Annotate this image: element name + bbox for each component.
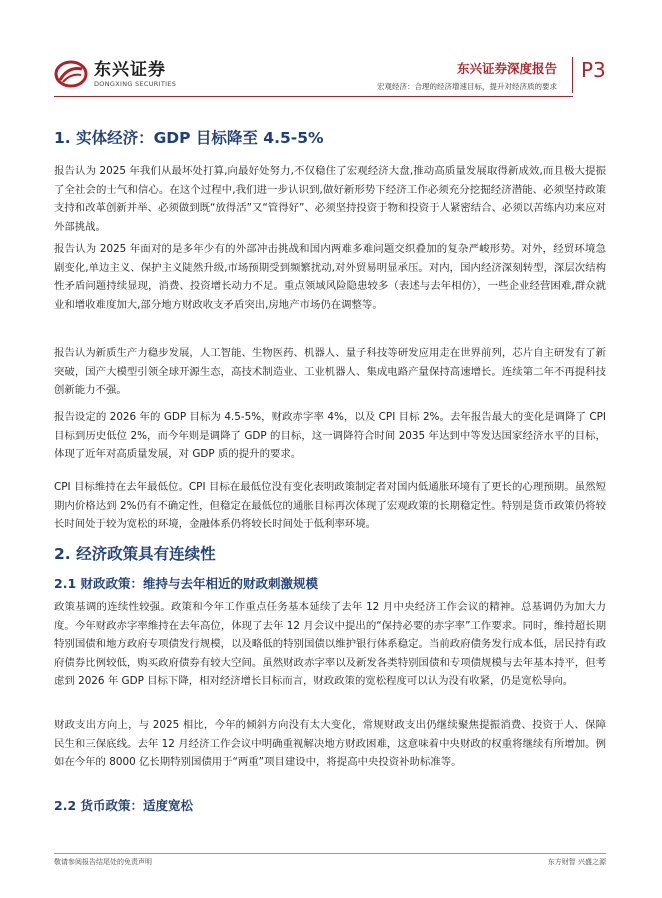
header-divider [572, 57, 573, 93]
footer-rule [54, 853, 606, 854]
section-1-paragraph-4: 报告设定的 2026 年的 GDP 目标为 4.5-5%，财政赤字率 4%，以及 CPI 目标 2%。去年报告最大的变化是调降了 CPI 目标到历史低位 2%，而今年则是调降了 GDP 的目标，这一调降符合时间 2035 年达到中等发达国家经济水平的目标，体现了近年对高质量发展，对 GDP 质的提升的要求。 [54, 411, 606, 460]
logo-name-en: DONGXING SECURITIES [94, 79, 177, 88]
section-2-2-heading: 2.2 货币政策：适度宽松 [54, 798, 193, 813]
section-1-heading: 1. 实体经济：GDP 目标降至 4.5-5% [54, 129, 324, 147]
section-1-paragraph-3: 报告认为新质生产力稳步发展，人工智能、生物医药、机器人、量子科技等研发应用走在世界前列，芯片自主研发有了新突破，国产大模型引领全球开源生态，高技术制造业、工业机器人、集成电路产量保持高速增长。连续第二年不再提科技创新能力不强。 [54, 347, 606, 396]
section-1-paragraph-5: CPI 目标维持在去年最低位。CPI 目标在最低位没有变化表明政策制定者对国内低通胀环境有了更长的心理预期。虽然短期内价格达到 2%仍有不确定性，但稳定在最低位的通胀目标再次体现了宏观政策的长期稳定性。特别是货币政策仍将较长时间处于较为宽松的环境，金融体系仍将较长时间处于低利率环境。 [54, 481, 606, 530]
company-logo [54, 60, 176, 88]
report-type: 东兴证券深度报告 [456, 61, 557, 76]
section-2-heading: 2. 经济政策具有连续性 [54, 545, 216, 563]
header-rule [54, 96, 573, 97]
section-1-paragraph-2: 报告认为 2025 年面对的是多年少有的外部冲击挑战和国内两难多难问题交织叠加的复杂严峻形势。对外，经贸环境急剧变化,单边主义、保护主义陡然升级,市场预期受到频繁扰动,对外贸易明显承压。对内，国内经济深刻转型，深层次结构性矛盾问题持续显现，消费、投资增长动力不足。重点领域风险隐患较多（表述与去年相仿），一些企业经营困难,群众就业和增收难度加大,部分地方财政收支矛盾突出,房地产市场仍在调整等。 [54, 243, 606, 311]
disclaimer-note: 敬请参阅报告结尾处的免责声明 [54, 858, 152, 866]
section-2-1-paragraph-1: 政策基调的连续性较强。政策和今年工作重点任务基本延续了去年 12 月中央经济工作会议的精神。总基调仍为加大力度。今年财政赤字率维持在去年高位，体现了去年 12 月会议中提出的“保持必要的赤字率”工作要求。同时，维持超长期特别国债和地方政府专项债发行规模，以及略低的特别国债以维护银行体系稳定。当前政府债务发行成本低，居民持有政府债券比例较低，购买政府债券有较大空间。虽然财政赤字率以及新发各类特别国债和专项债规模与去年基本持平，但考虑到 2026 年 GDP 目标下降，相对经济增长目标而言，财政政策的宽松程度可以认为没有收紧，仍是宽松导向。 [54, 601, 606, 687]
logo-text [94, 61, 176, 88]
footer-slogan: 东方财智 兴盛之源 [547, 858, 606, 866]
report-subtitle: 宏观经济：合理的经济增速目标，提升对经济质的要求 [377, 82, 557, 91]
section-2-1-paragraph-2: 财政支出方向上，与 2025 相比，今年的倾斜方向没有太大变化，常规财政支出仍继续聚焦提振消费、投资于人、保障民生和三保底线。去年 12 月经济工作会议中明确重视解决地方财政困难，这意味着中央财政的权重将继续有所增加。例如在今年的 8000 亿长期特别国债用于“两重”项目建设中，将提高中央投资补助标准等。 [54, 719, 606, 768]
logo-name-cn: 东兴证券 [94, 59, 166, 80]
page-number: P3 [581, 58, 606, 82]
dongxing-logo-icon [54, 60, 88, 88]
section-1-paragraph-1: 报告认为 2025 年我们从最坏处打算,向最好处努力,不仅稳住了宏观经济大盘,推动高质量发展取得新成效,而且极大提振了全社会的士气和信心。在这个过程中,我们进一步认识到,做好新形势下经济工作必须充分挖掘经济潜能、必须坚持政策支持和改革创新并举、必须做到既“放得活”又“管得好”、必须坚持投资于物和投资于人紧密结合、必须以苦练内功来应对外部挑战。 [54, 165, 606, 233]
section-2-1-heading: 2.1 财政政策：维持与去年相近的财政刺激规模 [54, 576, 318, 591]
